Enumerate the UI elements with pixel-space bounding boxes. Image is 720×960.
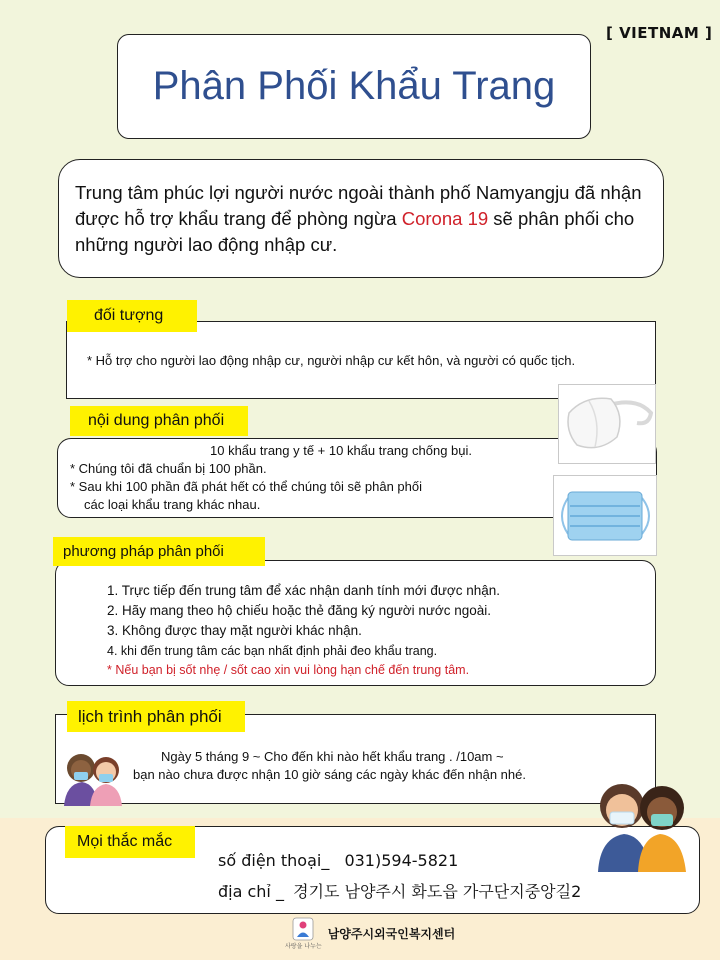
- method-step-3: 3. Không được thay mặt người khác nhận.: [107, 623, 362, 638]
- org-logo: [285, 917, 322, 950]
- org-logo-icon: [292, 917, 314, 941]
- phone-line: [218, 851, 458, 870]
- org-logo-subtext: 사랑을 나누는: [285, 943, 322, 950]
- country-tag: [ VIETNAM ]: [606, 24, 713, 42]
- address-line: [218, 879, 581, 902]
- content-label: nội dung phân phối: [70, 406, 248, 436]
- target-label: đối tượng: [67, 300, 197, 332]
- content-line-3: * Sau khi 100 phần đã phát hết có thể chúng tôi sẽ phân phối: [70, 479, 422, 494]
- org-footer: [285, 917, 455, 950]
- method-section: [55, 560, 656, 686]
- target-text: * Hỗ trợ cho người lao động nhập cư, người nhập cư kết hôn, và người có quốc tịch.: [87, 353, 576, 368]
- schedule-label: lịch trình phân phối: [67, 701, 245, 732]
- adults-with-masks-illustration: [598, 772, 688, 872]
- schedule-line-1: Ngày 5 tháng 9 ~ Cho đến khi nào hết khẩu trang . /10am ~: [161, 749, 504, 764]
- method-label: phương pháp phân phối: [53, 537, 265, 566]
- content-line-2: * Chúng tôi đã chuẩn bị 100 phần.: [70, 461, 267, 476]
- method-warning: * Nếu bạn bị sốt nhẹ / sốt cao xin vui lòng hạn chế đến trung tâm.: [107, 663, 470, 677]
- content-line-4: các loại khẩu trang khác nhau.: [84, 497, 261, 512]
- page-title: Phân Phối Khẩu Trang: [152, 64, 556, 108]
- phone-label: số điện thoại_: [218, 851, 330, 870]
- address-text: 경기도 남양주시 화도읍 가구단지중앙길2: [293, 882, 582, 901]
- method-step-2: 2. Hãy mang theo hộ chiếu hoặc thẻ đăng ký người nước ngoài.: [107, 603, 492, 618]
- intro-highlight: Corona 19: [401, 208, 489, 229]
- content-line-1: 10 khẩu trang y tế + 10 khẩu trang chống bụi.: [210, 443, 472, 458]
- org-name: 남양주시외국인복지센터: [327, 927, 456, 941]
- schedule-line-2: bạn nào chưa được nhận 10 giờ sáng các ngày khác đến nhận nhé.: [133, 767, 526, 782]
- kn95-mask-image: [558, 384, 656, 464]
- inquiry-label: Mọi thắc mắc: [65, 826, 195, 858]
- address-label: địa chỉ _: [218, 882, 284, 901]
- phone-number: 031)594-5821: [344, 851, 459, 870]
- method-step-1: 1. Trực tiếp đến trung tâm để xác nhận danh tính mới được nhận.: [107, 583, 501, 598]
- surgical-mask-image: [553, 475, 657, 556]
- intro-text-before: Trung tâm phúc lợi người nước ngoài thành phố Namyangju đã nhận được hỗ trợ khẩu trang để phòng ngừa: [75, 182, 642, 229]
- title-box: [117, 34, 591, 139]
- method-step-4: 4. khi đến trung tâm các bạn nhất định phải đeo khẩu trang.: [107, 644, 438, 658]
- intro-box: [58, 159, 664, 278]
- children-with-masks-illustration: [60, 746, 126, 806]
- intro-text-after: sẽ phân phối cho những người lao động nhập cư.: [75, 208, 635, 255]
